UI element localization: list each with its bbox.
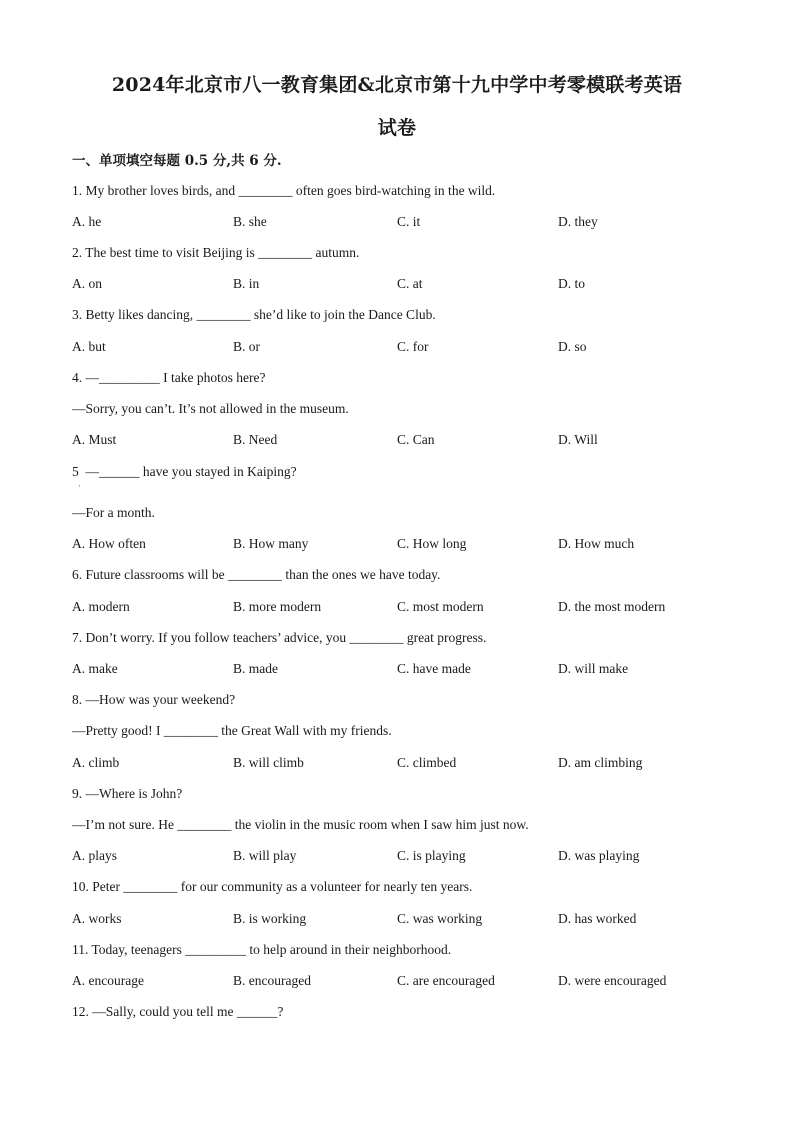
exam-title-continued: 试卷 xyxy=(377,117,417,139)
option-d: D. has worked xyxy=(558,911,637,926)
question-11-stem: 11. Today, teenagers _________ to help around in their neighborhood. xyxy=(72,942,452,957)
option-d: D. was playing xyxy=(558,848,640,863)
option-b: B. will climb xyxy=(233,755,304,770)
question-1-stem: 1. My brother loves birds, and ________ often goes bird-watching in the wild. xyxy=(72,183,496,198)
option-a: A. plays xyxy=(72,848,117,863)
option-c: C. it xyxy=(397,214,421,229)
question-2-options xyxy=(72,276,752,294)
option-c: C. for xyxy=(397,339,429,354)
option-b: B. How many xyxy=(233,536,309,551)
option-c: C. Can xyxy=(397,432,435,447)
question-9-options xyxy=(72,848,752,866)
stray-dot-mark: · xyxy=(78,481,81,491)
exam-title: 2024年北京市八一教育集团&北京市第十九中学中考零模联考英语 xyxy=(111,74,683,96)
option-a: A. climb xyxy=(72,755,120,770)
question-1-options xyxy=(72,214,752,232)
option-d: D. were encouraged xyxy=(558,973,667,988)
option-d: D. the most modern xyxy=(558,599,666,614)
question-11-options xyxy=(72,973,752,991)
question-4-stem: 4. —_________ I take photos here? xyxy=(72,370,266,385)
option-b: B. or xyxy=(233,339,260,354)
option-c: C. at xyxy=(397,276,423,291)
option-a: A. modern xyxy=(72,599,130,614)
option-a: A. encourage xyxy=(72,973,144,988)
question-10-options xyxy=(72,911,752,929)
option-d: D. will make xyxy=(558,661,629,676)
question-4-response: —Sorry, you can’t. It’s not allowed in the museum. xyxy=(72,401,349,416)
question-3-options xyxy=(72,339,752,357)
question-8-response: —Pretty good! I ________ the Great Wall with my friends. xyxy=(72,723,392,738)
option-d: D. so xyxy=(558,339,587,354)
question-6-options xyxy=(72,599,752,617)
option-a: A. make xyxy=(72,661,118,676)
section-heading: 一、单项填空每题 0.5 分,共 6 分. xyxy=(72,153,282,169)
question-5-options xyxy=(72,536,752,554)
option-b: B. encouraged xyxy=(233,973,311,988)
option-a: A. but xyxy=(72,339,106,354)
option-a: A. on xyxy=(72,276,102,291)
option-d: D. they xyxy=(558,214,598,229)
option-b: B. she xyxy=(233,214,267,229)
option-c: C. have made xyxy=(397,661,471,676)
question-10-stem: 10. Peter ________ for our community as a volunteer for nearly ten years. xyxy=(72,879,473,894)
option-b: B. in xyxy=(233,276,260,291)
option-b: B. is working xyxy=(233,911,307,926)
question-9-response: —I’m not sure. He ________ the violin in the music room when I saw him just now. xyxy=(72,817,529,832)
option-d: D. Will xyxy=(558,432,598,447)
option-b: B. Need xyxy=(233,432,278,447)
question-8-stem: 8. —How was your weekend? xyxy=(72,692,236,707)
question-9-stem: 9. —Where is John? xyxy=(72,786,183,801)
question-5-response: —For a month. xyxy=(72,505,155,520)
option-a: A. Must xyxy=(72,432,117,447)
question-2-stem: 2. The best time to visit Beijing is ________ autumn. xyxy=(72,245,360,260)
option-d: D. to xyxy=(558,276,585,291)
question-7-options xyxy=(72,661,752,679)
option-c: C. most modern xyxy=(397,599,484,614)
option-a: A. How often xyxy=(72,536,146,551)
option-c: C. climbed xyxy=(397,755,457,770)
option-c: C. is playing xyxy=(397,848,466,863)
question-5-stem: 5 —______ have you stayed in Kaiping? xyxy=(72,464,297,479)
option-c: C. How long xyxy=(397,536,467,551)
option-a: A. he xyxy=(72,214,102,229)
option-d: D. am climbing xyxy=(558,755,643,770)
option-b: B. more modern xyxy=(233,599,322,614)
question-7-stem: 7. Don’t worry. If you follow teachers’ advice, you ________ great progress. xyxy=(72,630,487,645)
option-d: D. How much xyxy=(558,536,635,551)
question-3-stem: 3. Betty likes dancing, ________ she’d like to join the Dance Club. xyxy=(72,307,436,322)
option-a: A. works xyxy=(72,911,122,926)
option-b: B. made xyxy=(233,661,278,676)
option-b: B. will play xyxy=(233,848,297,863)
option-c: C. was working xyxy=(397,911,483,926)
question-6-stem: 6. Future classrooms will be ________ than the ones we have today. xyxy=(72,567,441,582)
question-8-options xyxy=(72,755,752,773)
option-c: C. are encouraged xyxy=(397,973,495,988)
question-4-options xyxy=(72,432,752,450)
question-12-stem: 12. —Sally, could you tell me ______? xyxy=(72,1004,284,1019)
